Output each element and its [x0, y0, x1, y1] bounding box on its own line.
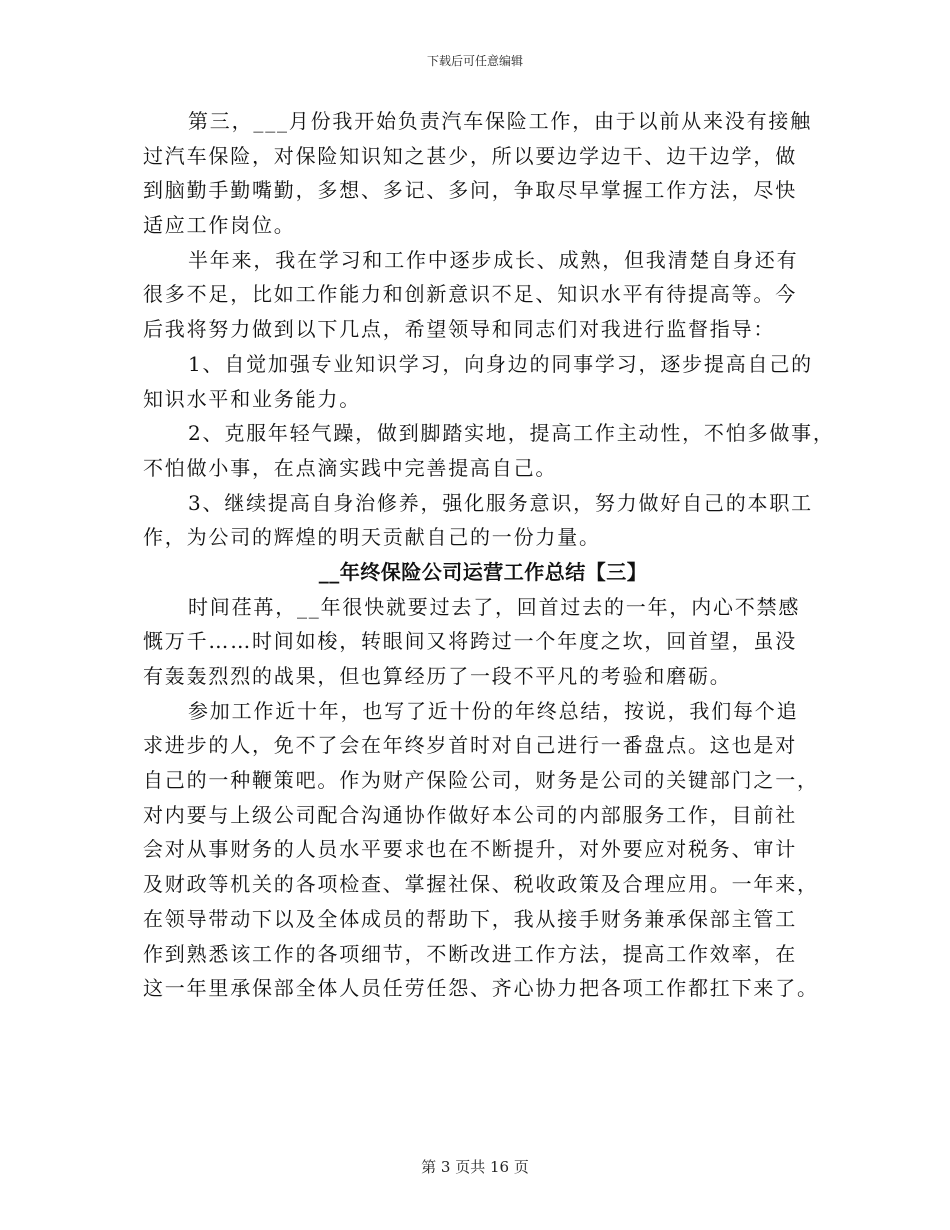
paragraph-line: 参加工作近十年，也写了近十份的年终总结，按说，我们每个追	[188, 698, 799, 723]
paragraph-line: 慨万千……时间如梭，转眼间又将跨过一个年度之坎，回首望，虽没	[143, 629, 797, 654]
paragraph-line: 过汽车保险，对保险知识知之甚少，所以要边学边干、边干边学，做	[143, 143, 797, 168]
paragraph-line: 这一年里承保部全体人员任劳任怨、齐心协力把各项工作都扛下来了。	[143, 976, 819, 1001]
paragraph-line: 知识水平和业务能力。	[143, 386, 361, 411]
section-title: __年终保险公司运营工作总结【三】	[318, 559, 648, 584]
paragraph-line: 后我将努力做到以下几点，希望领导和同志们对我进行监督指导：	[143, 317, 776, 342]
paragraph-line: 时间荏苒，__年很快就要过去了，回首过去的一年，内心不禁感	[188, 594, 801, 619]
paragraph-line: 1、自觉加强专业知识学习，向身边的同事学习，逐步提高自己的	[188, 351, 813, 376]
paragraph-line: 对内要与上级公司配合沟通协作做好本公司的内部服务工作，目前社	[143, 802, 797, 827]
paragraph-line: 半年来，我在学习和工作中逐步成长、成熟，但我清楚自身还有	[188, 247, 799, 272]
paragraph-line: 第三，___月份我开始负责汽车保险工作，由于以前从来没有接触	[188, 109, 812, 133]
page-header: 下载后可任意编辑	[426, 54, 523, 68]
page-footer: 第 3 页共 16 页	[421, 1158, 529, 1176]
paragraph-line: 作，为公司的辉煌的明天贡献自己的一份力量。	[143, 525, 601, 550]
paragraph-line: 及财政等机关的各项检查、掌握社保、税收政策及合理应用。一年来，	[143, 872, 819, 897]
paragraph-line: 不怕做小事，在点滴实践中完善提高自己。	[143, 455, 558, 480]
paragraph-line: 作到熟悉该工作的各项细节，不断改进工作方法，提高工作效率，在	[143, 941, 797, 966]
paragraph-line: 在领导带动下以及全体成员的帮助下，我从接手财务兼承保部主管工	[143, 906, 797, 931]
paragraph-line: 会对从事财务的人员水平要求也在不断提升，对外要应对税务、审计	[143, 837, 797, 862]
paragraph-line: 有轰轰烈烈的战果，但也算经历了一段不平凡的考验和磨砺。	[143, 664, 732, 688]
paragraph-line: 适应工作岗位。	[143, 213, 296, 238]
paragraph-line: 自己的一种鞭策吧。作为财产保险公司，财务是公司的关键部门之一，	[143, 768, 819, 793]
paragraph-line: 到脑勤手勤嘴勤，多想、多记、多问，争取尽早掌握工作方法，尽快	[143, 178, 797, 203]
paragraph-line: 2、克服年轻气躁，做到脚踏实地，提高工作主动性，不怕多做事，	[188, 421, 835, 446]
paragraph-line: 很多不足，比如工作能力和创新意识不足、知识水平有待提高等。今	[143, 282, 797, 307]
paragraph-line: 3、继续提高自身治修养，强化服务意识，努力做好自己的本职工	[188, 490, 813, 515]
paragraph-line: 求进步的人，免不了会在年终岁首时对自己进行一番盘点。这也是对	[143, 733, 797, 758]
document-body	[143, 104, 835, 1006]
